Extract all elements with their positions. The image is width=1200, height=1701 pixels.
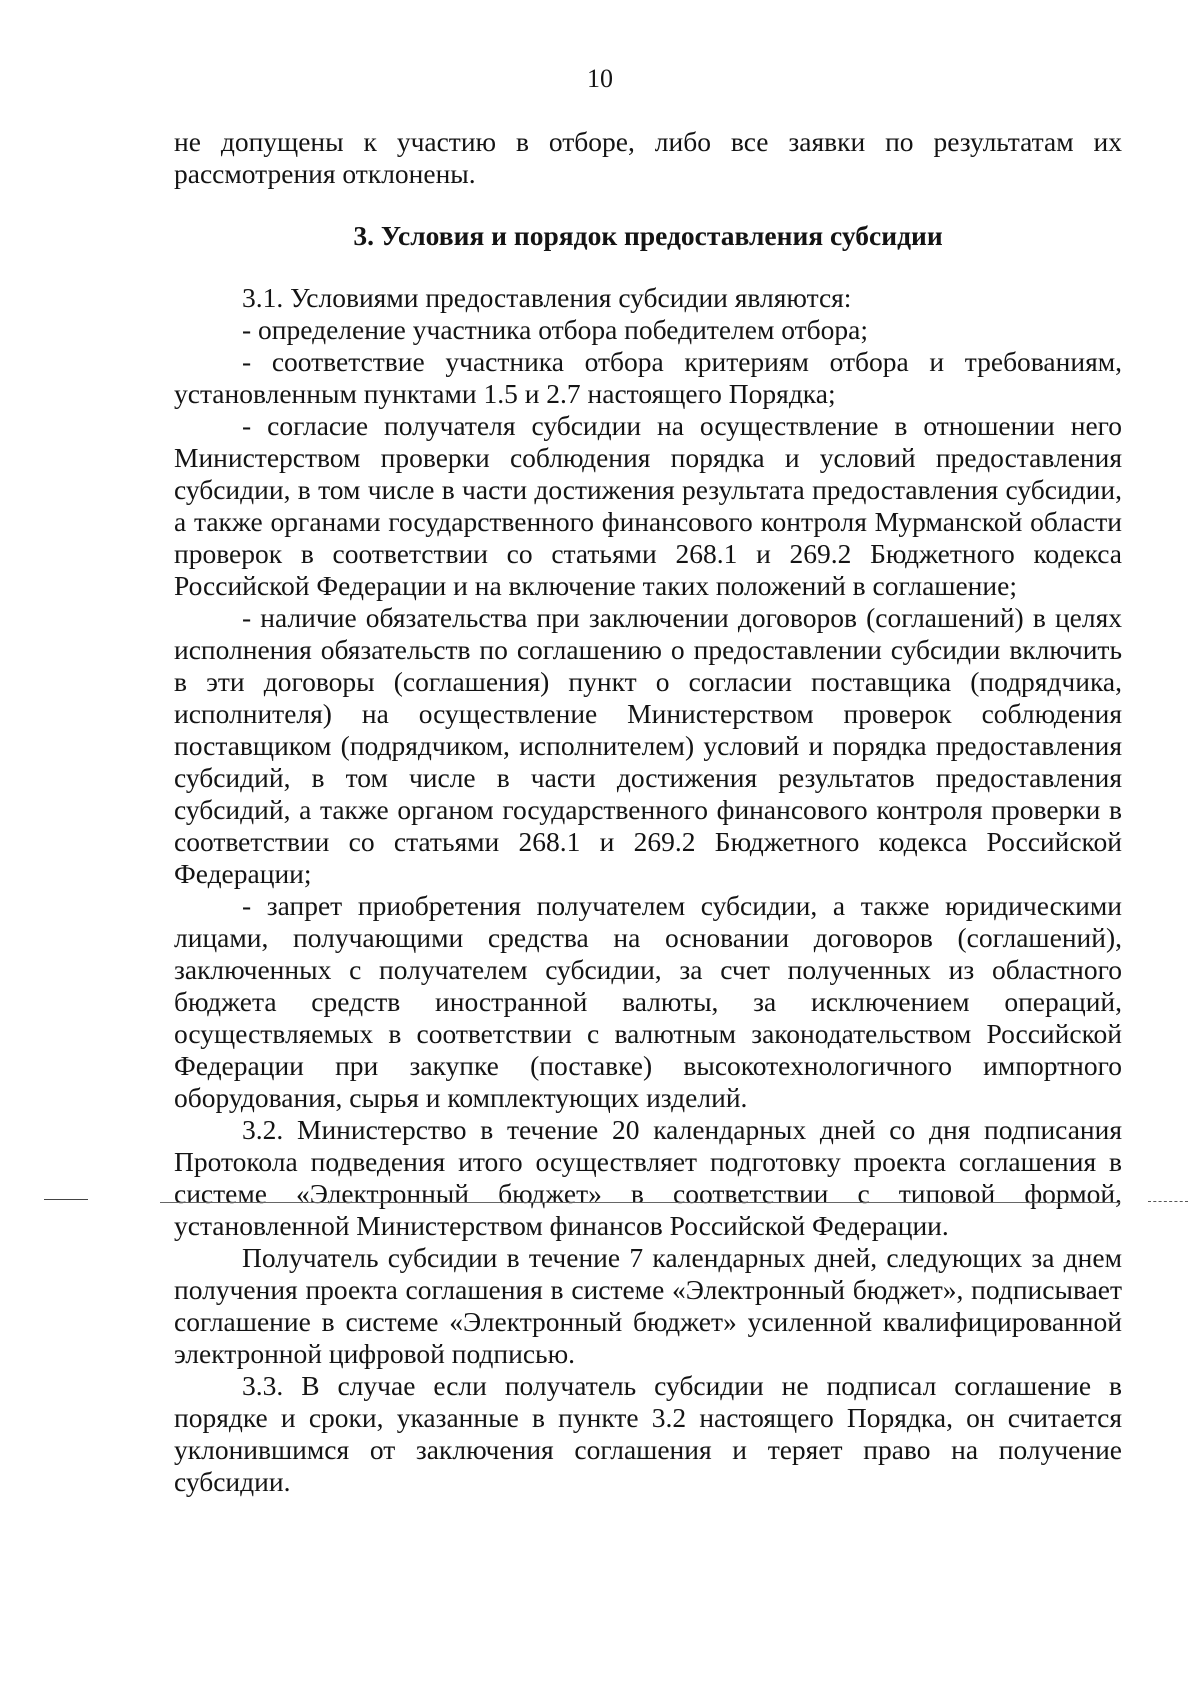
clause-3-2: 3.2. Министерство в течение 20 календарных дней со дня подписания Протокола подведения итого осуществляет подготовку проекта соглашения в системе «Электронный бюджет» в соответствии с типовой формой, установленной Министерством финансов Российской Федерации. — [174, 1114, 1122, 1241]
document-body — [174, 126, 1122, 1498]
condition-item-1: - определение участника отбора победителем отбора; — [242, 314, 869, 345]
scan-fold-line — [160, 1202, 1120, 1203]
page-number: 10 — [587, 64, 613, 93]
scan-mark-right — [1148, 1201, 1188, 1202]
clause-3-3: 3.3. В случае если получатель субсидии не подписал соглашение в порядке и сроки, указанные в пункте 3.2 настоящего Порядка, он считается уклонившимся от заключения соглашения и теряет право на получение субсидии. — [174, 1370, 1122, 1497]
intro-paragraph: не допущены к участию в отборе, либо все заявки по результатам их рассмотрения отклонены. — [174, 126, 1122, 189]
condition-item-5: - запрет приобретения получателем субсидии, а также юридическими лицами, получающими средства на основании договоров (соглашений), заключенных с получателем субсидии, за счет полученных из областного бюджета средств иностранной валюты, за исключением операций, осуществляемых в соответствии с валютным законодательством Российской Федерации при закупке (поставке) высокотехнологичного импортного оборудования, сырья и комплектующих изделий. — [174, 890, 1122, 1113]
scan-mark-left — [44, 1199, 88, 1200]
condition-item-4: - наличие обязательства при заключении договоров (соглашений) в целях исполнения обязательств по соглашению о предоставлении субсидии включить в эти договоры (соглашения) пункт о согласии поставщика (подрядчика, исполнителя) на осуществление Министерством проверок соблюдения поставщиком (подрядчиком, исполнителем) условий и порядка предоставления субсидий, в том числе в части достижения результатов предоставления субсидий, а также органом государственного финансового контроля проверки в соответствии со статьями 268.1 и 269.2 Бюджетного кодекса Российской Федерации; — [174, 602, 1122, 889]
clause-3-2-signing: Получатель субсидии в течение 7 календарных дней, следующих за днем получения проекта соглашения в системе «Электронный бюджет», подписывает соглашение в системе «Электронный бюджет» усиленной квалифицированной электронной цифровой подписью. — [174, 1242, 1122, 1369]
section-heading: 3. Условия и порядок предоставления субсидии — [353, 220, 943, 251]
clause-3-1: 3.1. Условиями предоставления субсидии являются: — [242, 282, 852, 313]
condition-item-3: - согласие получателя субсидии на осуществление в отношении него Министерством проверки соблюдения порядка и условий предоставления субсидии, в том числе в части достижения результата предоставления субсидии, а также органами государственного финансового контроля Мурманской области проверок в соответствии со статьями 268.1 и 269.2 Бюджетного кодекса Российской Федерации и на включение таких положений в соглашение; — [174, 410, 1122, 601]
condition-item-2: - соответствие участника отбора критериям отбора и требованиям, установленным пунктами 1.5 и 2.7 настоящего Порядка; — [174, 346, 1122, 409]
